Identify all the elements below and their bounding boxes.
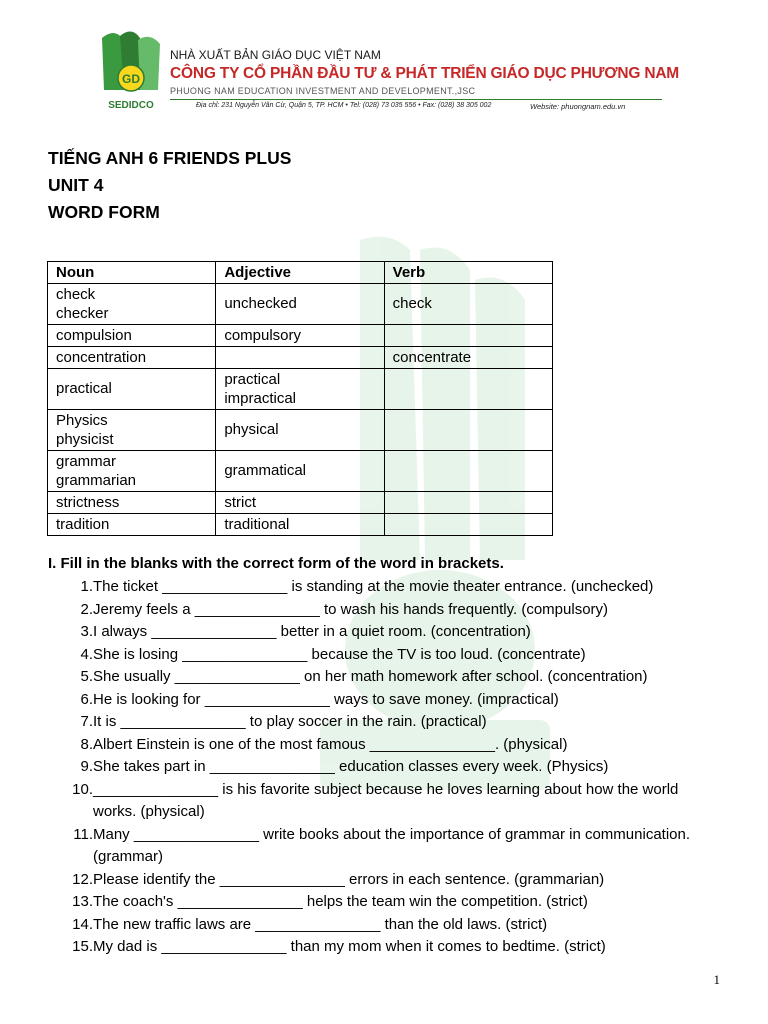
cell-word: strict [224, 493, 256, 511]
noun-cell [48, 347, 216, 369]
verb-cell [384, 451, 552, 492]
question-number: 8. [80, 735, 93, 753]
section-title: WORD FORM [48, 202, 160, 222]
cell-word: physical [224, 421, 279, 439]
question-number: 5. [80, 668, 93, 685]
header-rule [170, 99, 662, 100]
question-number: 12. [72, 870, 93, 888]
cell-word: compulsory [224, 326, 302, 344]
header-adjective: Adjective [216, 262, 384, 284]
question-text: Jeremy feels a _______________ to wash his hands frequently. (compulsory) [93, 600, 609, 618]
cell-word: concentrate [392, 348, 472, 366]
cell-word: unchecked [224, 295, 297, 313]
sedidco-logo [98, 28, 164, 116]
book-title: TIẾNG ANH 6 FRIENDS PLUS [48, 148, 292, 168]
question-number: 10. [72, 780, 93, 798]
cell-word: concentration [56, 348, 147, 366]
question-number: 6. [80, 690, 93, 708]
table-header-row [48, 262, 553, 284]
noun-cell [48, 284, 216, 325]
noun-cell [48, 451, 216, 492]
table-row [48, 369, 553, 410]
noun-cell [48, 514, 216, 536]
cell-word: physicist [56, 431, 114, 448]
company-name: CÔNG TY CỔ PHẦN ĐẦU TƯ & PHÁT TRIỂN GIÁO DỤC PHƯƠNG NAM [170, 65, 680, 82]
cell-word: traditional [224, 515, 290, 533]
question-text: _______________ is his favorite subject because he loves learning about how the world works. (physical) [93, 780, 679, 820]
adjective-cell [216, 369, 384, 410]
cell-word: practical [224, 370, 281, 388]
question-number: 13. [72, 893, 93, 910]
question-text: I always _______________ better in a quiet room. (concentration) [93, 623, 531, 640]
header-noun: Noun [48, 262, 216, 284]
word-form-table [47, 261, 553, 536]
question-number: 3. [80, 623, 93, 640]
verb-cell [384, 369, 552, 410]
company-website: Website: phuongnam.edu.vn [530, 102, 626, 111]
verb-cell [384, 410, 552, 451]
cell-word: check [392, 295, 432, 313]
question-text: Albert Einstein is one of the most famous _______________. (physical) [93, 735, 568, 753]
company-address: Địa chỉ: 231 Nguyễn Văn Cừ, Quận 5, TP. HCM • Tel: (028) 73 035 556 • Fax: (028) 38 305 002 [196, 102, 492, 109]
verb-cell [384, 514, 552, 536]
publisher-name: NHÀ XUẤT BẢN GIÁO DỤC VIỆT NAM [170, 48, 381, 62]
cell-word: grammatical [224, 462, 307, 480]
cell-word: grammarian [56, 472, 137, 489]
question-number: 14. [72, 915, 93, 933]
table-row [48, 514, 553, 536]
publisher-header [98, 28, 680, 116]
exercise-heading: I. Fill in the blanks with the correct form of the word in brackets. [48, 555, 504, 572]
question-text: The coach's _______________ helps the team win the competition. (strict) [93, 893, 588, 910]
question-text: She usually _______________ on her math homework after school. (concentration) [93, 668, 648, 685]
header-verb: Verb [384, 262, 552, 284]
logo-gd-text: GD [122, 72, 140, 86]
word-form-rows [48, 284, 553, 536]
adjective-cell [216, 325, 384, 347]
cell-word: check [56, 285, 96, 303]
question-text: Many _______________ write books about the importance of grammar in communication. (grammar) [93, 825, 691, 865]
noun-cell [48, 410, 216, 451]
verb-cell [384, 325, 552, 347]
adjective-cell [216, 492, 384, 514]
verb-cell [384, 284, 552, 325]
question-number: 1. [80, 578, 93, 595]
cell-word: strictness [56, 493, 120, 511]
question-text: It is _______________ to play soccer in the rain. (practical) [93, 713, 487, 730]
cell-word: compulsion [56, 326, 132, 344]
question-number: 11. [73, 825, 93, 843]
question-number: 7. [80, 713, 93, 730]
table-row [48, 284, 553, 325]
logo-brand-text: SEDIDCO [108, 100, 154, 111]
question-text: Please identify the _______________ errors in each sentence. (grammarian) [93, 870, 605, 888]
cell-word: tradition [56, 515, 110, 533]
table-row [48, 325, 553, 347]
question-number: 15. [72, 938, 93, 955]
table-row [48, 492, 553, 514]
question-text: He is looking for _______________ ways to save money. (impractical) [93, 690, 559, 708]
adjective-cell [216, 514, 384, 536]
cell-word: impractical [224, 390, 297, 407]
adjective-cell [216, 347, 384, 369]
verb-cell [384, 347, 552, 369]
noun-cell [48, 325, 216, 347]
cell-word: Physics [56, 411, 108, 429]
question-number: 2. [80, 600, 93, 618]
table-row [48, 410, 553, 451]
question-text: The ticket _______________ is standing at the movie theater entrance. (unchecked) [93, 578, 654, 595]
table-row [48, 451, 553, 492]
adjective-cell [216, 284, 384, 325]
adjective-cell [216, 410, 384, 451]
question-text: She takes part in _______________ education classes every week. (Physics) [93, 758, 609, 775]
cell-word: grammar [56, 452, 117, 470]
adjective-cell [216, 451, 384, 492]
question-text: The new traffic laws are _______________ than the old laws. (strict) [93, 915, 548, 933]
question-text: She is losing _______________ because the TV is too loud. (concentrate) [93, 645, 586, 663]
noun-cell [48, 369, 216, 410]
company-name-english: PHUONG NAM EDUCATION INVESTMENT AND DEVELOPMENT.,JSC [170, 86, 476, 96]
page-number: 1 [713, 972, 720, 987]
question-number: 4. [80, 645, 93, 663]
unit-title: UNIT 4 [48, 175, 104, 195]
table-row [48, 347, 553, 369]
cell-word: checker [56, 305, 109, 322]
question-text: My dad is _______________ than my mom when it comes to bedtime. (strict) [93, 938, 606, 955]
verb-cell [384, 492, 552, 514]
noun-cell [48, 492, 216, 514]
cell-word: practical [56, 380, 112, 398]
question-number: 9. [80, 758, 93, 775]
